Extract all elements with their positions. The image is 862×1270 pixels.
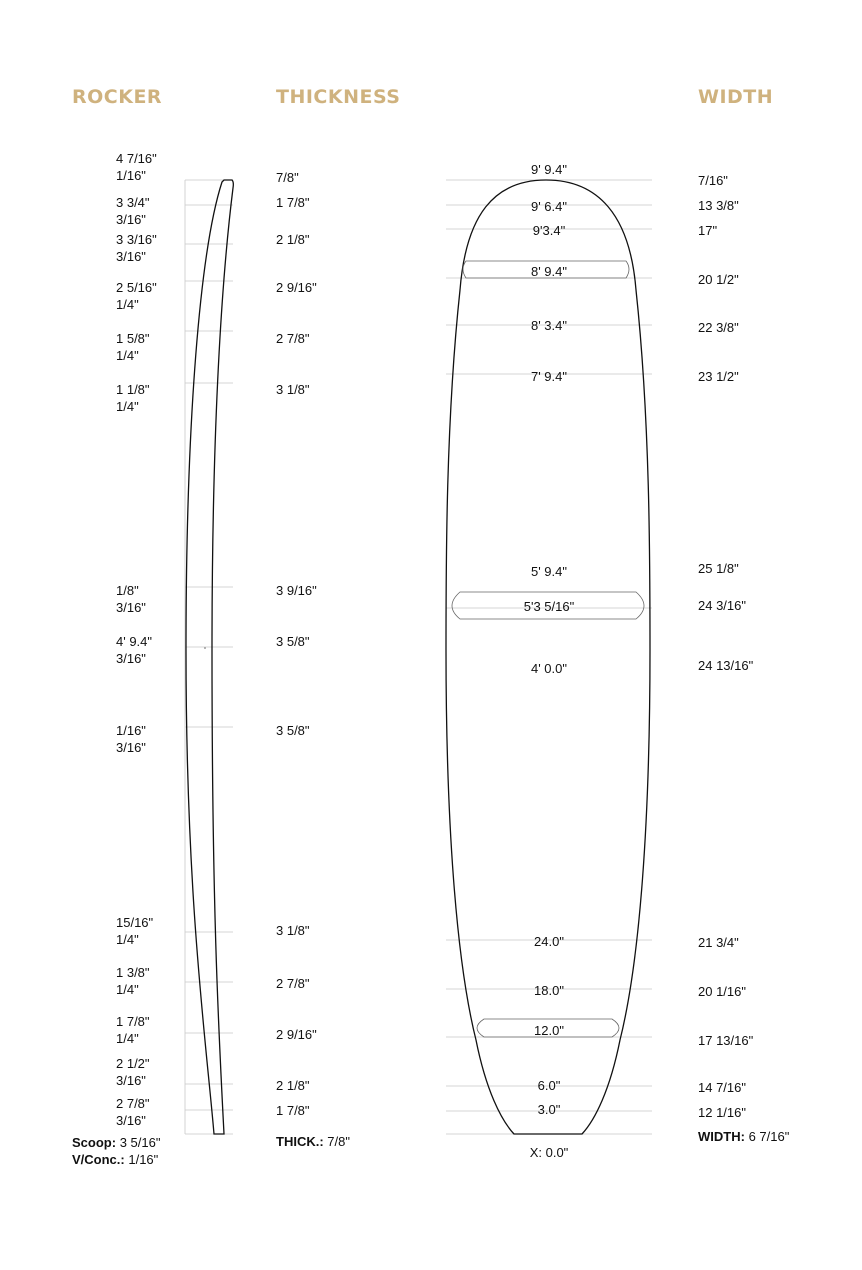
station-label: 9' 9.4" — [530, 162, 567, 177]
thickness-value: 3 1/8" — [276, 382, 310, 397]
width-value: 7/16" — [698, 173, 728, 188]
thickness-value: 2 9/16" — [276, 1027, 317, 1042]
station-label: 7' 9.4" — [530, 369, 567, 384]
scoop-value: 3 5/16" — [119, 1135, 161, 1150]
width-value: 21 3/4" — [698, 935, 739, 950]
thickness-header: THICKNESS — [276, 86, 401, 108]
vconc-label: V/Conc.: — [72, 1152, 125, 1167]
rocker-value: 3 3/4" — [116, 195, 150, 210]
rocker-value: 2 1/2" — [116, 1056, 150, 1071]
width-value: 25 1/8" — [698, 561, 739, 576]
width-value: 20 1/2" — [698, 272, 739, 287]
rocker-value: 1/8" — [116, 583, 139, 598]
station-label: 9' 6.4" — [530, 199, 567, 214]
rocker-thickness-value: 1/4" — [116, 1031, 139, 1046]
width-value: 17 13/16" — [698, 1033, 754, 1048]
station-label: 4' 0.0" — [530, 661, 567, 676]
rocker-thickness-value: 3/16" — [116, 740, 146, 755]
station-label: 12.0" — [534, 1023, 564, 1038]
station-label: 3.0" — [537, 1102, 561, 1117]
thickness-value: 2 7/8" — [276, 976, 310, 991]
rocker-value: 4 7/16" — [116, 151, 157, 166]
rocker-guides — [185, 180, 233, 1134]
rocker-center-mark — [204, 647, 206, 649]
vconc-summary — [72, 1152, 158, 1167]
thick-summary — [276, 1134, 350, 1149]
station-label: 8' 3.4" — [530, 318, 567, 333]
rocker-thickness-value: 3/16" — [116, 600, 146, 615]
station-label: 5'3 5/16" — [523, 599, 575, 614]
thickness-value: 7/8" — [276, 170, 299, 185]
thickness-value: 2 7/8" — [276, 331, 310, 346]
thickness-value: 2 1/8" — [276, 232, 310, 247]
rocker-value: 1 1/8" — [116, 382, 150, 397]
thickness-value: 3 1/8" — [276, 923, 310, 938]
rocker-value: 1 5/8" — [116, 331, 150, 346]
thickness-value: 3 5/8" — [276, 634, 310, 649]
width-value: 23 1/2" — [698, 369, 739, 384]
station-label: X: 0.0" — [529, 1145, 569, 1160]
station-label: 5' 9.4" — [530, 564, 567, 579]
width-summary — [698, 1129, 789, 1144]
rocker-thickness-value: 1/4" — [116, 297, 139, 312]
rocker-thickness-value: 1/4" — [116, 348, 139, 363]
scoop-label: Scoop: — [72, 1135, 117, 1150]
rocker-value: 15/16" — [116, 915, 154, 930]
width-value: 12 1/16" — [698, 1105, 746, 1120]
rocker-thickness-value: 3/16" — [116, 1113, 146, 1128]
width-header: WIDTH — [698, 86, 774, 108]
thickness-value: 3 5/8" — [276, 723, 310, 738]
vconc-value: 1/16" — [128, 1152, 159, 1167]
width-value: 24 3/16" — [698, 598, 746, 613]
station-label: 6.0" — [537, 1078, 561, 1093]
thickness-value: 3 9/16" — [276, 583, 317, 598]
station-label: 24.0" — [534, 934, 564, 949]
rocker-thickness-value: 3/16" — [116, 651, 146, 666]
thick-value: 7/8" — [327, 1134, 350, 1149]
rocker-value: 1/16" — [116, 723, 146, 738]
width-value: 6 7/16" — [748, 1129, 790, 1144]
rocker-value: 2 7/8" — [116, 1096, 150, 1111]
width-value: 14 7/16" — [698, 1080, 746, 1095]
thickness-value: 2 9/16" — [276, 280, 317, 295]
rocker-thickness-value: 1/4" — [116, 932, 139, 947]
width-value: 24 13/16" — [698, 658, 754, 673]
rocker-thickness-value: 1/4" — [116, 982, 139, 997]
station-label: 8' 9.4" — [530, 264, 567, 279]
rocker-thickness-value: 1/16" — [116, 168, 146, 183]
station-label: 18.0" — [534, 983, 564, 998]
rocker-value: 4' 9.4" — [116, 634, 153, 649]
scoop-summary — [72, 1135, 160, 1150]
thickness-value: 1 7/8" — [276, 195, 310, 210]
thickness-value: 1 7/8" — [276, 1103, 310, 1118]
rocker-value: 1 7/8" — [116, 1014, 150, 1029]
width-label: WIDTH: — [698, 1129, 745, 1144]
rocker-value: 1 3/8" — [116, 965, 150, 980]
rocker-thickness-value: 3/16" — [116, 212, 146, 227]
rocker-thickness-value: 3/16" — [116, 1073, 146, 1088]
rocker-header: ROCKER — [72, 86, 163, 108]
width-value: 20 1/16" — [698, 984, 746, 999]
station-label: 9'3.4" — [532, 223, 566, 238]
width-value: 13 3/8" — [698, 198, 739, 213]
rocker-value: 3 3/16" — [116, 232, 157, 247]
width-value: 22 3/8" — [698, 320, 739, 335]
rocker-thickness-value: 1/4" — [116, 399, 139, 414]
rocker-profile — [186, 180, 233, 1134]
rocker-value: 2 5/16" — [116, 280, 157, 295]
thick-label: THICK.: — [276, 1134, 324, 1149]
width-value: 17" — [698, 223, 718, 238]
rocker-thickness-value: 3/16" — [116, 249, 146, 264]
thickness-value: 2 1/8" — [276, 1078, 310, 1093]
